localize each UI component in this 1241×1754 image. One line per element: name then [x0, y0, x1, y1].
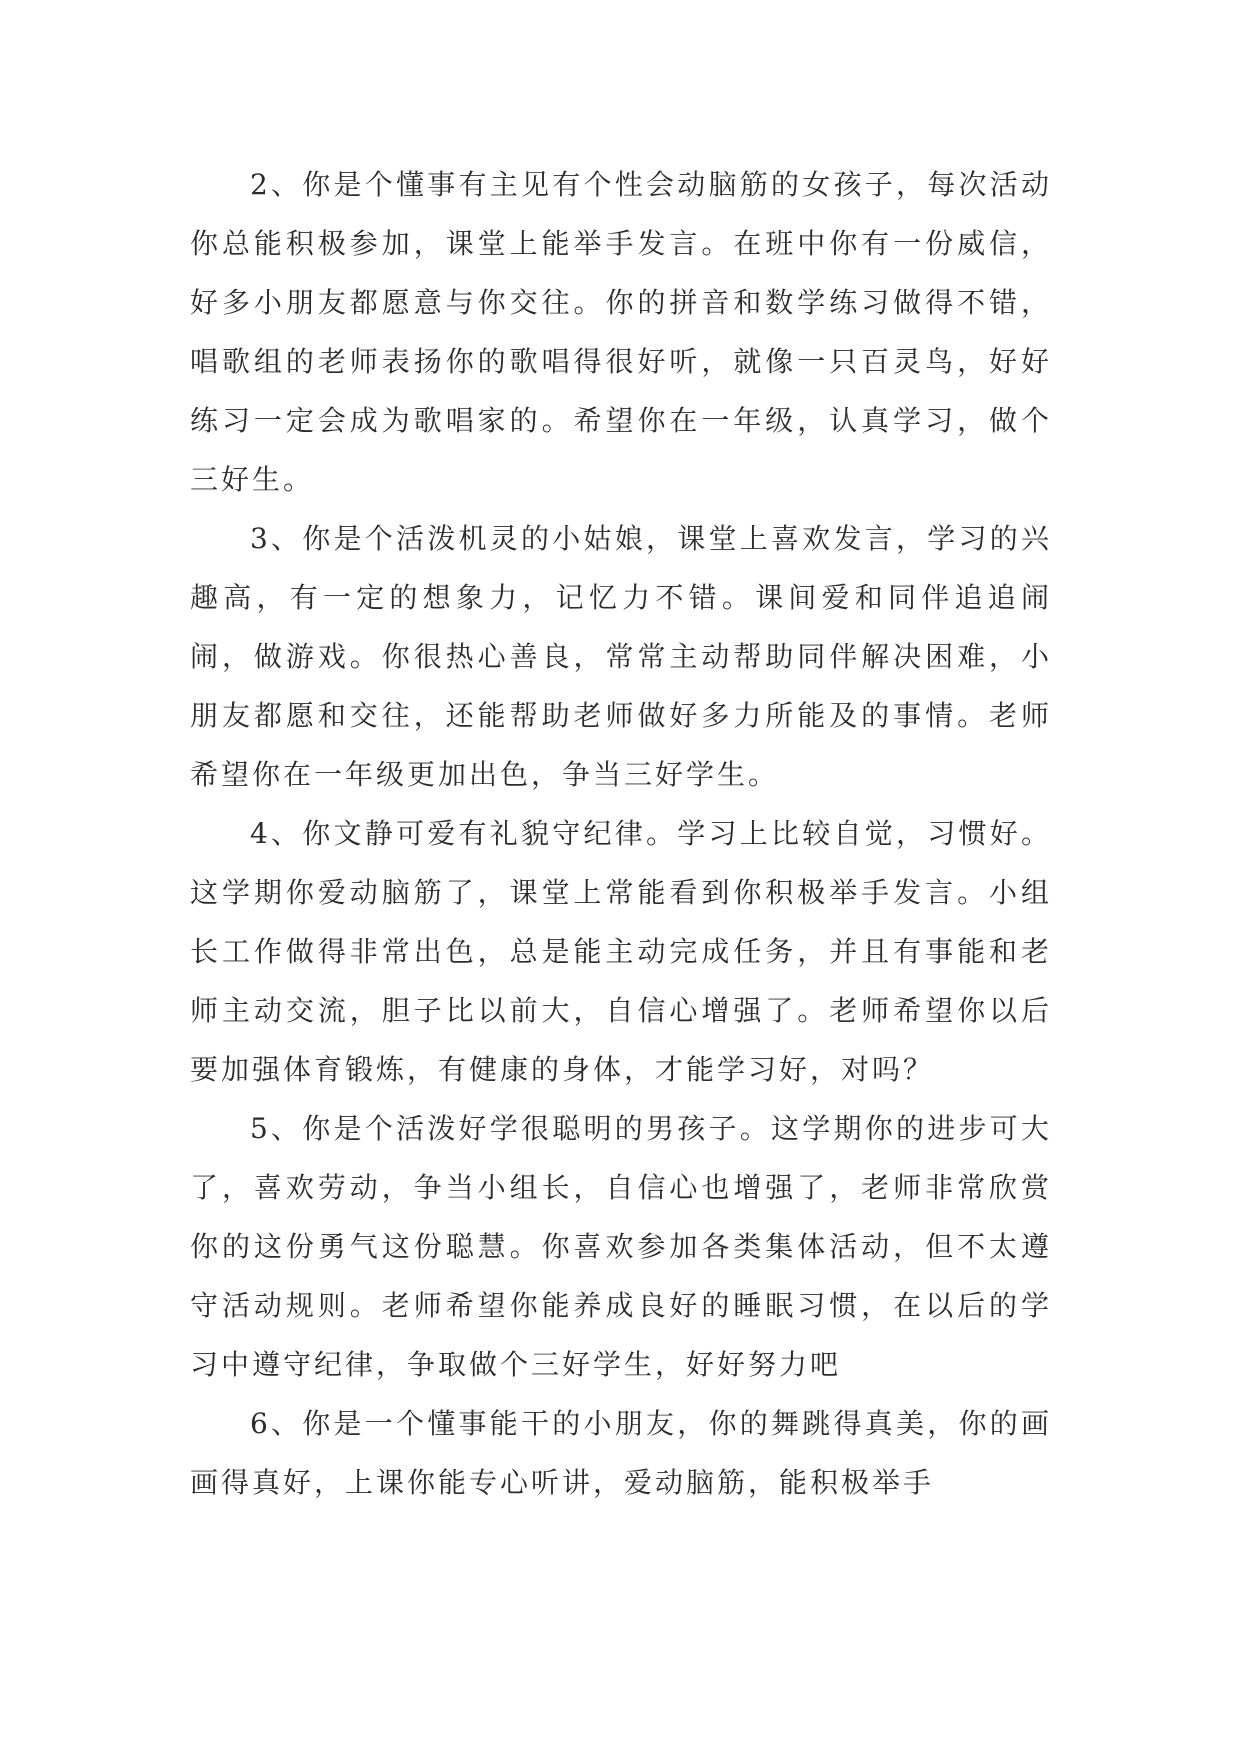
- paragraph-2: 2、你是个懂事有主见有个性会动脑筋的女孩子，每次活动你总能积极参加，课堂上能举手发言。在班中你有一份威信，好多小朋友都愿意与你交往。你的拼音和数学练习做得不错，唱歌组的老师表扬你的歌唱得很好听，就像一只百灵鸟，好好练习一定会成为歌唱家的。希望你在一年级，认真学习，做个三好生。: [190, 168, 1052, 496]
- paragraph-5: 5、你是个活泼好学很聪明的男孩子。这学期你的进步可大了，喜欢劳动，争当小组长，自信心也增强了，老师非常欣赏你的这份勇气这份聪慧。你喜欢参加各类集体活动，但不太遵守活动规则。老师希望你能养成良好的睡眠习惯，在以后的学习中遵守纪律，争取做个三好学生，好好努力吧: [190, 1112, 1052, 1381]
- paragraph-6: 6、你是一个懂事能干的小朋友，你的舞跳得真美，你的画画得真好，上课你能专心听讲，爱动脑筋，能积极举手: [190, 1407, 1052, 1499]
- paragraph-4: 4、你文静可爱有礼貌守纪律。学习上比较自觉，习惯好。这学期你爱动脑筋了，课堂上常能看到你积极举手发言。小组长工作做得非常出色，总是能主动完成任务，并且有事能和老师主动交流，胆子比以前大，自信心增强了。老师希望你以后要加强体育锻炼，有健康的身体，才能学习好，对吗？: [190, 817, 1052, 1086]
- document-body: [190, 155, 1052, 1512]
- paragraph-3: 3、你是个活泼机灵的小姑娘，课堂上喜欢发言，学习的兴趣高，有一定的想象力，记忆力不错。课间爱和同伴追追闹闹，做游戏。你很热心善良，常常主动帮助同伴解决困难，小朋友都愿和交往，还能帮助老师做好多力所能及的事情。老师希望你在一年级更加出色，争当三好学生。: [190, 522, 1052, 791]
